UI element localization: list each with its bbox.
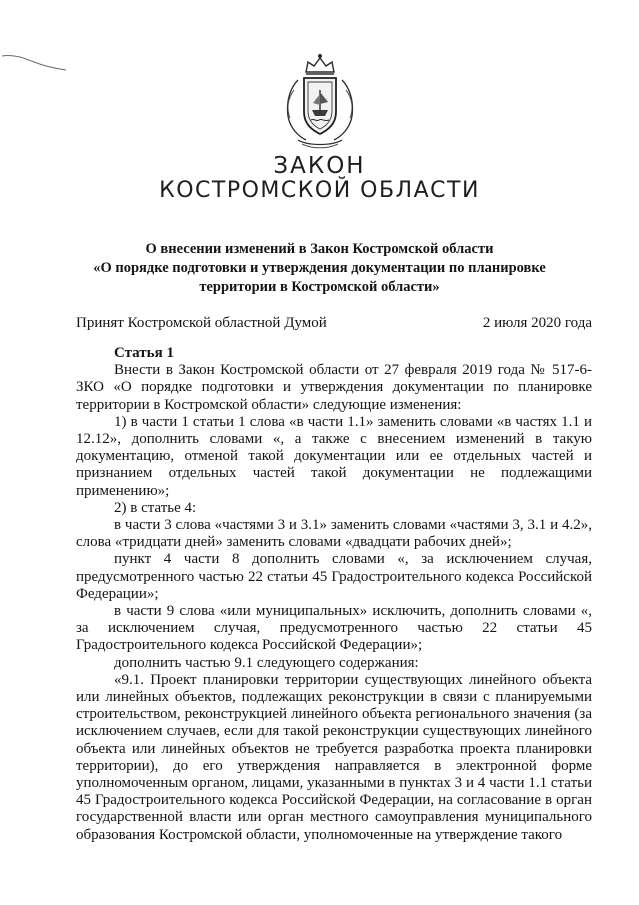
paragraph: «9.1. Проект планировки территории существующих линейного объекта или линейных объектов, подлежащих реконструкции в связи с планируемыми строительством, реконструкцией линейного объекта регионального значения (за исключением случаев, если для такой реконструкции существующих линейного объекта или линейных объектов не требуется разработка проекта планировки территории), до его утверждения направляется в электронной форме уполномоченным органом, лицами, указанными в пунктах 3 и 4 части 1.1 статьи 45 Градостроительного кодекса Российской Федерации, на согласование в орган государственной власти или орган местного самоуправления муниципального образования Костромской области, уполномоченные на утверждение такого xyxy=(76,671,592,843)
heading-line: О внесении изменений в Закон Костромской области xyxy=(145,241,494,257)
scan-artifact-mark xyxy=(0,48,70,78)
adopted-date: 2 июля 2020 года xyxy=(482,315,592,331)
paragraph: Внести в Закон Костромской области от 27 февраля 2019 года № 517-6-ЗКО «О порядке подготовки и утверждения документации по планировке территории в Костромской области» следующие изменения: xyxy=(76,362,592,413)
document-heading xyxy=(60,240,579,297)
law-title: ЗАКОН xyxy=(273,153,366,179)
paragraph: пункт 4 части 8 дополнить словами «, за исключением случая, предусмотренного частью 22 статьи 45 Градостроительного кодекса Российской Федерации»; xyxy=(76,551,592,602)
heading-line: «О порядке подготовки и утверждения документации по планировке xyxy=(93,260,546,276)
coat-of-arms-emblem-icon xyxy=(268,50,372,150)
adopted-by: Принят Костромской областной Думой xyxy=(76,315,327,331)
heading-line: территории в Костромской области» xyxy=(199,279,440,295)
paragraph: в части 9 слова «или муниципальных» исключить, дополнить словами «, за исключением случая, предусмотренного частью 22 статьи 45 Градостроительного кодекса Российской Федерации»; xyxy=(76,603,592,654)
paragraph: дополнить частью 9.1 следующего содержания: xyxy=(114,654,419,671)
paragraph: в части 3 слова «частями 3 и 3.1» заменить словами «частями 3, 3.1 и 4.2», слова «тридцати дней» заменить словами «двадцати рабочих дней»; xyxy=(76,517,592,551)
law-region-title: КОСТРОМСКОЙ ОБЛАСТИ xyxy=(159,178,480,203)
article-title: Статья 1 xyxy=(114,345,174,361)
paragraph: 1) в части 1 статьи 1 слова «в части 1.1» заменить словами «в частях 1.1 и 12.12», дополнить словами «, а также с внесением изменений в такую документацию, отменой такой документации или ее отдельных частей и признанием отдельных частей такой документации не подлежащими применению»; xyxy=(76,413,592,499)
document-body xyxy=(76,345,592,844)
paragraph: 2) в статье 4: xyxy=(114,499,197,516)
